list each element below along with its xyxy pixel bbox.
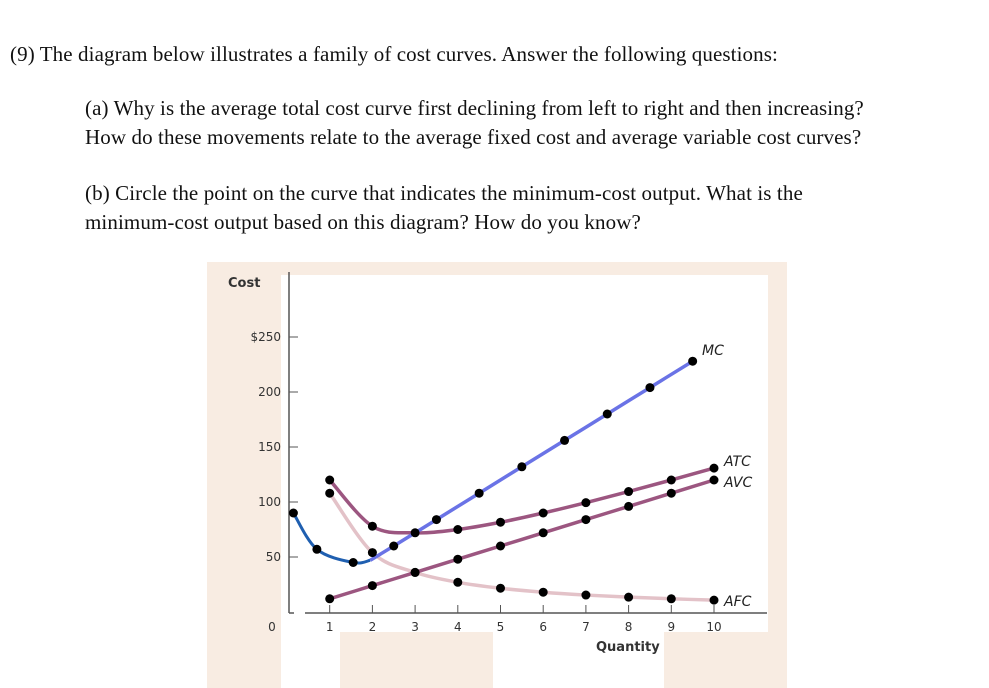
y-tick-label: $250: [250, 330, 281, 344]
atc-point: [581, 498, 590, 507]
avc-point: [667, 489, 676, 498]
x-tick-label: 7: [582, 620, 590, 634]
afc-point: [581, 591, 590, 600]
mc-point: [688, 357, 697, 366]
plot-area: [281, 275, 768, 688]
avc-point: [411, 568, 420, 577]
avc-point: [325, 594, 334, 603]
avc-point: [368, 581, 377, 590]
mc-point: [645, 383, 654, 392]
question-a-line-2: How do these movements relate to the average fixed cost and average variable cost curves?: [85, 125, 862, 149]
y-tick-label: 200: [258, 385, 281, 399]
avc-point: [624, 502, 633, 511]
avc-point: [539, 528, 548, 537]
x-tick-label: 10: [706, 620, 722, 634]
atc-label: ATC: [724, 454, 751, 470]
question-b-line-1: (b) Circle the point on the curve that indicates the minimum-cost output. What is the: [85, 181, 803, 205]
avc-point: [453, 555, 462, 564]
avc-label: AVC: [724, 475, 753, 491]
question-b-line-2: minimum-cost output based on this diagram? How do you know?: [85, 210, 641, 234]
atc-point: [539, 509, 548, 518]
mc-point: [603, 410, 612, 419]
mc-point: [389, 542, 398, 551]
y-tick-label: 100: [258, 495, 281, 509]
avc-point: [496, 542, 505, 551]
mc-point: [475, 489, 484, 498]
atc-point: [325, 476, 334, 485]
mc-point: [349, 558, 358, 567]
afc-point: [624, 593, 633, 602]
x-tick-label: 9: [667, 620, 676, 634]
afc-point: [368, 548, 377, 557]
x-tick-label: 2: [368, 620, 377, 634]
atc-point: [624, 487, 633, 496]
mc-point: [289, 509, 298, 518]
x-tick-label: 6: [539, 620, 548, 634]
x-tick-label: 3: [411, 620, 419, 634]
y-tick-label: 150: [258, 440, 281, 454]
mc-point: [560, 436, 569, 445]
afc-point: [496, 584, 505, 593]
avc-point: [710, 476, 719, 485]
afc-point: [710, 596, 719, 605]
afc-point: [325, 489, 334, 498]
x-tick-label: 1: [325, 620, 334, 634]
mc-point: [517, 462, 526, 471]
afc-point: [667, 594, 676, 603]
question-intro: (9) The diagram below illustrates a family of cost curves. Answer the following questions:: [10, 42, 778, 66]
x-tick-label: 5: [496, 620, 505, 634]
mc-label: MC: [702, 343, 724, 359]
label-patch: [340, 632, 493, 688]
afc-point: [453, 578, 462, 587]
x-axis-label: Quantity: [596, 640, 660, 655]
y-tick-label: 50: [265, 550, 281, 564]
x-tick-label: 0: [268, 620, 276, 634]
atc-point: [453, 525, 462, 534]
atc-point: [667, 476, 676, 485]
y-axis-label: Cost: [228, 276, 261, 291]
x-tick-label: 8: [624, 620, 633, 634]
afc-point: [539, 588, 548, 597]
question-a-line-1: (a) Why is the average total cost curve first declining from left to right and then increasing?: [85, 96, 864, 120]
atc-point: [496, 518, 505, 527]
atc-point: [411, 528, 420, 537]
atc-point: [710, 464, 719, 473]
atc-point: [368, 522, 377, 531]
mc-point: [432, 515, 441, 524]
x-tick-label: 4: [453, 620, 462, 634]
afc-label: AFC: [724, 594, 752, 610]
avc-point: [581, 515, 590, 524]
mc-point: [312, 545, 321, 554]
label-patch: [664, 632, 768, 688]
